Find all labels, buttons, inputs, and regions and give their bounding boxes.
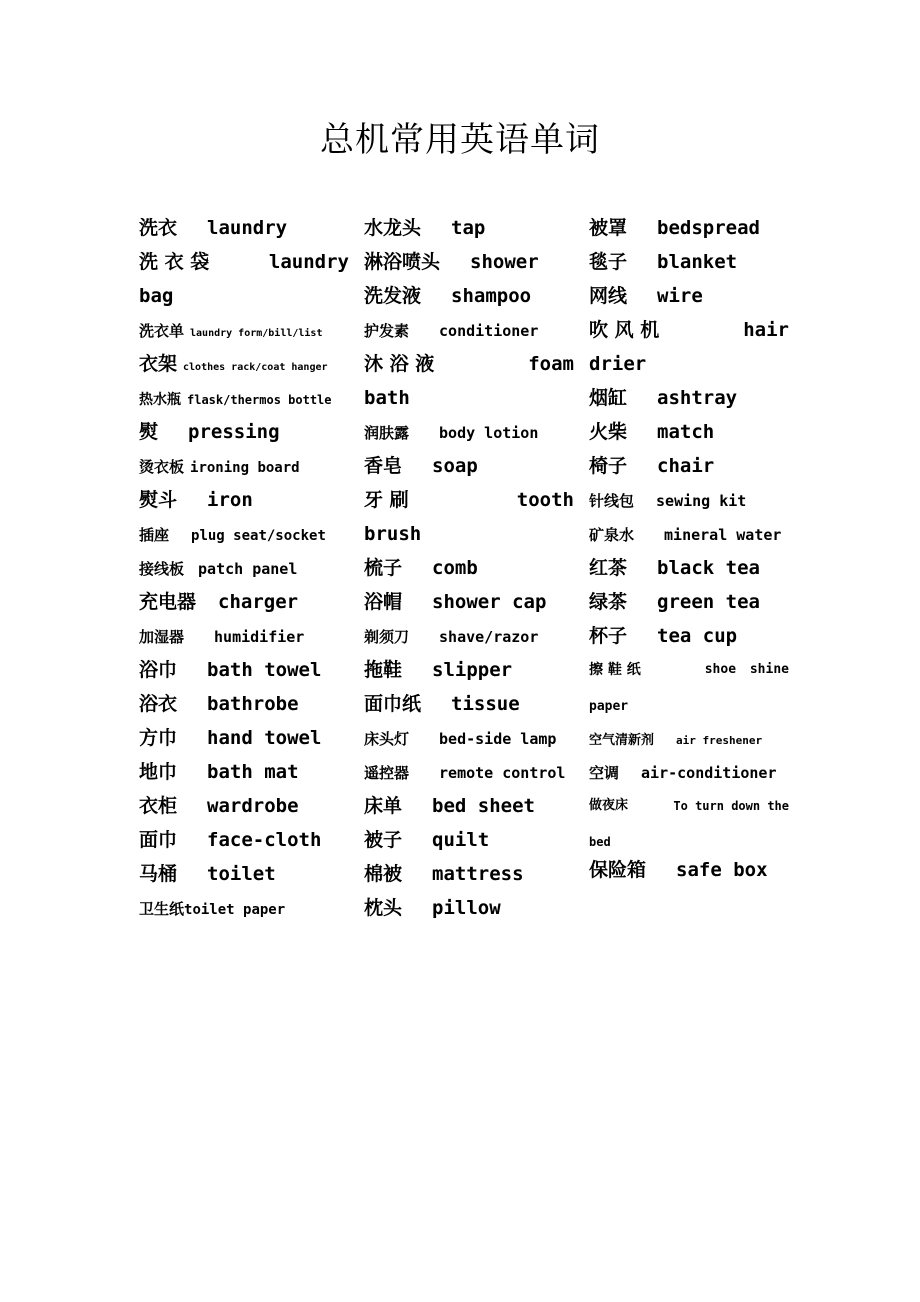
vocab-entry: 热水瓶 flask/thermos bottle (139, 392, 332, 408)
vocab-entry: 牙 刷 tooth (364, 489, 574, 511)
vocab-entry: 吹 风 机 hair (589, 319, 789, 341)
vocab-entry: 绿茶 green tea (589, 591, 760, 613)
page-title: 总机常用英语单词 (320, 120, 600, 160)
vocab-entry: 浴巾 bath towel (139, 659, 322, 681)
vocab-column-1 (139, 211, 349, 925)
vocab-entry: 熨 pressing (139, 421, 280, 443)
vocab-entry: 火柴 match (589, 421, 715, 443)
vocab-entry: 毯子 blanket (589, 251, 738, 273)
vocab-entry: 红茶 black tea (589, 557, 760, 579)
vocab-entry: 床头灯 bed-side lamp (364, 730, 557, 748)
vocab-entry: 烟缸 ashtray (589, 387, 738, 409)
vocab-entry-continuation: drier (589, 353, 647, 375)
vocab-entry: 空调 air-conditioner (589, 764, 777, 782)
vocab-entry: 浴衣 bathrobe (139, 693, 299, 715)
vocab-entry: 枕头 pillow (364, 897, 501, 919)
vocab-entry: 护发素 conditioner (364, 322, 539, 340)
vocab-entry: 面巾 face-cloth (139, 829, 322, 851)
vocab-entry: 熨斗 iron (139, 489, 253, 511)
vocab-entry: 淋浴喷头 shower (364, 251, 539, 273)
vocab-entry: 衣架 clothes rack/coat hanger (139, 353, 328, 375)
vocab-entry: 马桶 toilet (139, 863, 276, 885)
vocab-entry: 充电器 charger (139, 591, 299, 613)
vocab-entry: 针线包 sewing kit (589, 492, 747, 510)
vocab-entry: 床单 bed sheet (364, 795, 535, 817)
vocab-entry: 杯子 tea cup (589, 625, 738, 647)
vocab-entry: 加湿器 humidifier (139, 628, 305, 646)
vocab-entry-continuation: brush (364, 523, 422, 545)
vocab-entry: 矿泉水 mineral water (589, 526, 782, 544)
vocab-entry: 衣柜 wardrobe (139, 795, 299, 817)
vocab-entry: 面巾纸 tissue (364, 693, 520, 715)
vocab-entry: 保险箱 safe box (589, 859, 768, 881)
vocab-column-3 (589, 211, 789, 887)
vocab-entry: 做夜床 To turn down the (589, 798, 789, 813)
vocab-entry: 空气清新剂 air freshener (589, 733, 763, 748)
vocab-entry-continuation: bag (139, 285, 174, 307)
vocab-entry: 水龙头 tap (364, 217, 486, 239)
vocab-entry: 洗衣单 laundry form/bill/list (139, 322, 323, 340)
vocab-entry-continuation: paper (589, 699, 629, 714)
vocab-entry: 棉被 mattress (364, 863, 524, 885)
vocab-entry: 地巾 bath mat (139, 761, 299, 783)
vocab-entry: 剃须刀 shave/razor (364, 628, 539, 646)
vocab-entry: 洗衣 laundry (139, 217, 288, 239)
vocab-entry: 卫生纸toilet paper (139, 900, 286, 918)
vocab-entry: 梳子 comb (364, 557, 478, 579)
vocab-entry: 洗 衣 袋 laundry (139, 251, 349, 273)
vocab-entry: 被子 quilt (364, 829, 490, 851)
vocab-entry: 被罩 bedspread (589, 217, 760, 239)
vocab-entry: 浴帽 shower cap (364, 591, 547, 613)
vocab-entry-continuation: bed (589, 835, 611, 849)
vocab-entry: 插座 plug seat/socket (139, 526, 326, 544)
vocab-entry: 方巾 hand towel (139, 727, 322, 749)
vocab-entry: 遥控器 remote control (364, 764, 566, 782)
vocab-entry: 网线 wire (589, 285, 703, 307)
vocab-entry: 沐 浴 液 foam (364, 353, 574, 375)
vocab-entry: 润肤露 body lotion (364, 424, 539, 442)
vocab-entry-continuation: bath (364, 387, 410, 409)
vocab-entry: 洗发液 shampoo (364, 285, 532, 307)
vocab-entry: 香皂 soap (364, 455, 478, 477)
vocab-column-2 (364, 211, 574, 925)
vocab-entry: 接线板 patch panel (139, 560, 298, 578)
vocab-entry: 拖鞋 slipper (364, 659, 513, 681)
vocab-entry: 烫衣板 ironing board (139, 458, 300, 476)
vocab-entry: 擦 鞋 纸 shoe shine (589, 662, 789, 678)
vocab-entry: 椅子 chair (589, 455, 715, 477)
